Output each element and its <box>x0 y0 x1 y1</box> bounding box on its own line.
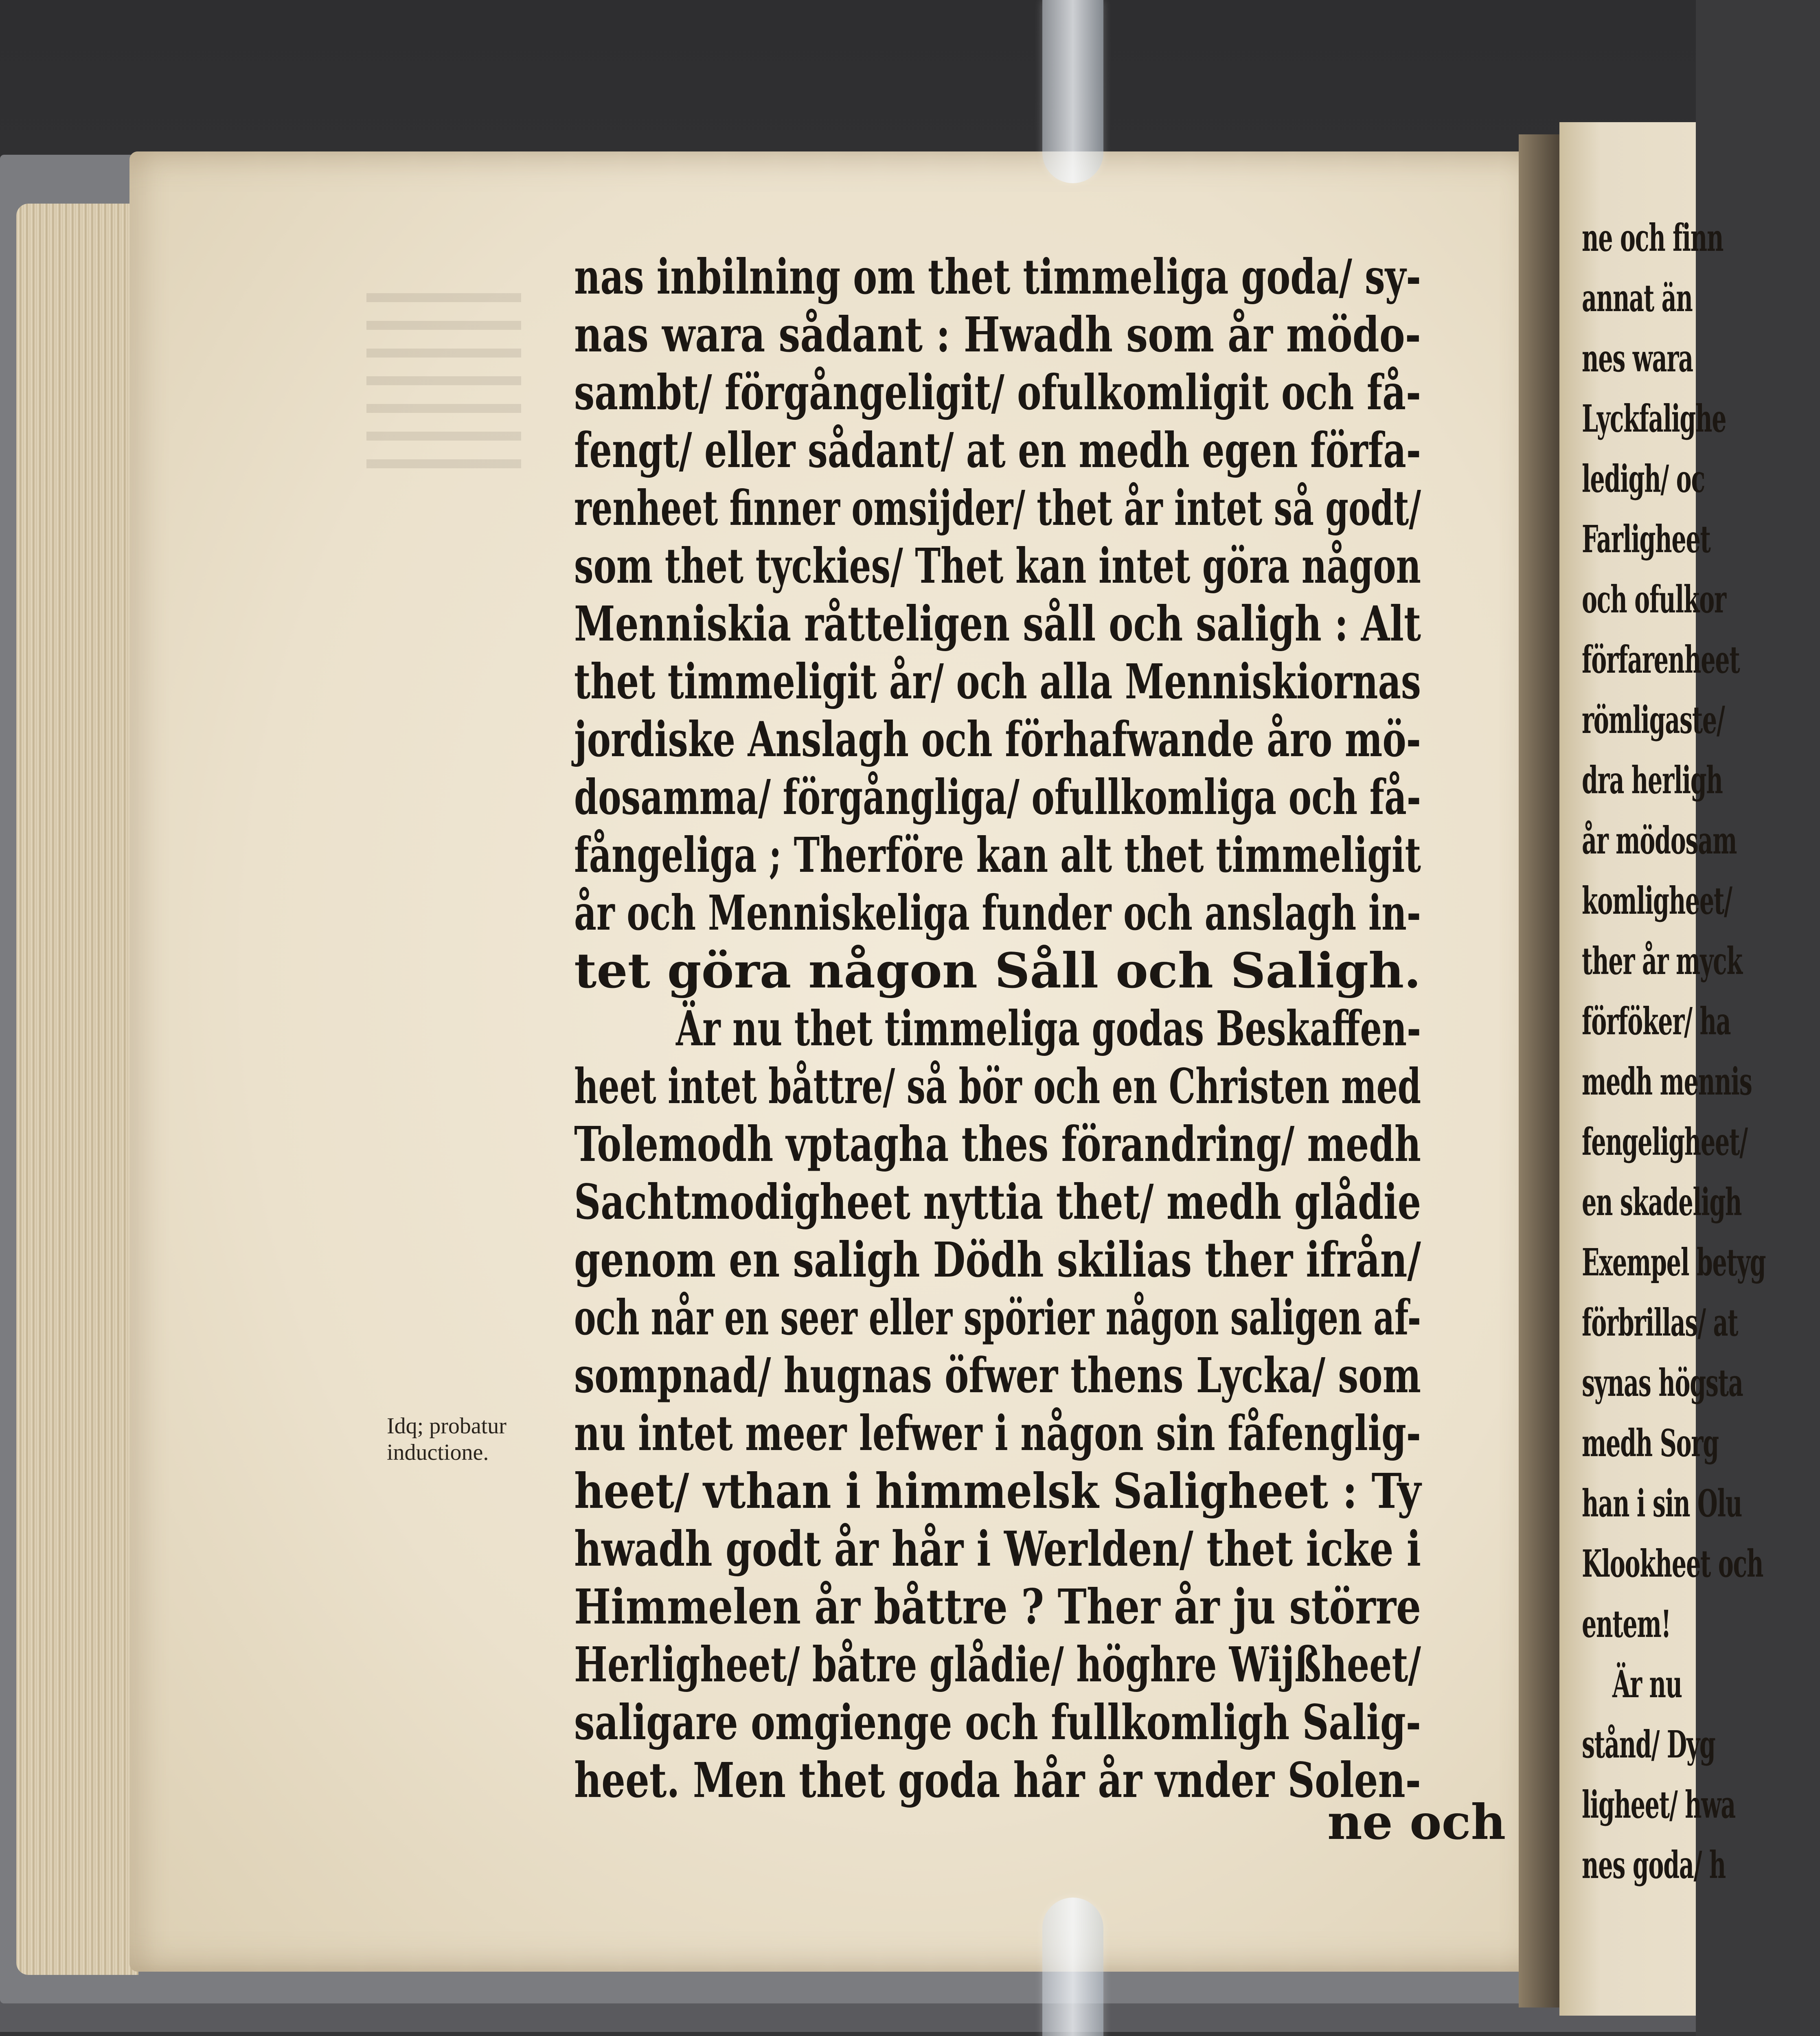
text-line: tet göra någon Såll och Saligh. <box>574 942 1421 999</box>
right-page-line: ne och finn <box>1582 216 1724 260</box>
right-page-line: Är nu <box>1612 1662 1682 1706</box>
text-line: dosamma/ förgångliga/ ofullkomliga och få- <box>574 769 1421 825</box>
text-line: hwadh godt år hår i Werlden/ thet icke i <box>574 1520 1421 1577</box>
page-edges <box>16 204 138 1975</box>
text-line: nas wara sådant : Hwadh som år mödo- <box>574 306 1421 363</box>
text-line: saligare omgienge och fullkomligh Salig- <box>574 1694 1421 1751</box>
text-line: fångeliga ; Therföre kan alt thet timmeligit <box>574 827 1421 883</box>
page-clip-bottom <box>1042 1898 1103 2036</box>
right-page-line: förföker/ ha <box>1582 999 1731 1043</box>
right-page-line: fengeligheet/ <box>1582 1120 1748 1164</box>
right-page-line: medh mennis <box>1582 1060 1752 1104</box>
right-page-line: nes goda/ h <box>1582 1843 1726 1887</box>
text-line: Himmelen år båttre ? Ther år ju större <box>574 1578 1421 1635</box>
text-line: Sachtmodigheet nyttia thet/ medh glådie <box>574 1174 1421 1230</box>
text-line: jordiske Anslagh och förhafwande åro mö- <box>574 711 1421 768</box>
right-page-line: Klookheet och <box>1582 1542 1763 1586</box>
right-page-line: en skadeligh <box>1582 1180 1742 1224</box>
text-line: Tolemodh vptagha thes förandring/ medh <box>574 1116 1421 1172</box>
text-line: heet/ vthan i himmelsk Saligheet : Ty <box>574 1463 1421 1519</box>
right-page-line: medh Sorg <box>1582 1421 1719 1465</box>
right-page-line: och ofulkor <box>1582 577 1726 621</box>
text-line: nas inbilning om thet timmeliga goda/ sy- <box>574 248 1421 305</box>
right-page-line: förbrillas/ at <box>1582 1301 1738 1345</box>
text-line: nu intet meer lefwer i någon sin fåfenglig- <box>574 1405 1421 1461</box>
text-line: Menniskia råtteligen såll och saligh : Alt <box>574 595 1421 652</box>
text-line: som thet tyckies/ Thet kan intet göra någon <box>574 538 1421 594</box>
right-page-line: han i sin Olu <box>1582 1481 1742 1525</box>
right-page-line: Lyckfalighe <box>1582 397 1726 441</box>
right-page-line: entem! <box>1582 1602 1671 1646</box>
right-page-line: nes wara <box>1582 336 1693 380</box>
right-page-line: komligheet/ <box>1582 879 1732 923</box>
text-line: Herligheet/ båtre glådie/ höghre Wijßheet/ <box>574 1636 1421 1693</box>
page-clip-top <box>1042 0 1103 183</box>
text-line: heet. Men thet goda hår år vnder Solen- <box>574 1752 1421 1808</box>
right-page-line: förfarenheet <box>1582 638 1740 682</box>
right-page-line: ligheet/ hwa <box>1582 1783 1735 1827</box>
right-page <box>1559 122 1766 2016</box>
right-page-line: år mödosam <box>1582 818 1737 862</box>
text-line: fengt/ eller sådant/ at en medh egen förfa- <box>574 422 1421 478</box>
margin-note-line-1: Idq; probatur <box>387 1413 507 1439</box>
right-page-line: ther år myck <box>1582 939 1742 983</box>
text-line: heet intet båttre/ så bör och en Christen med <box>574 1058 1421 1115</box>
right-page-line: stånd/ Dyg <box>1582 1722 1715 1766</box>
text-line: sambt/ förgångeligit/ ofulkomligit och få- <box>574 364 1421 421</box>
text-line: thet timmeligit år/ och alla Menniskiornas <box>574 653 1421 710</box>
right-page-line: Farligheet <box>1582 517 1710 561</box>
right-page-line: ledigh/ oc <box>1582 457 1705 501</box>
text-line: renheet finner omsijder/ thet år intet så godt/ <box>574 480 1421 536</box>
right-page-line: annat än <box>1582 276 1693 320</box>
text-line: och når en seer eller spörier någon saligen af- <box>574 1289 1421 1346</box>
right-page-line: dra herligh <box>1582 758 1723 802</box>
text-line: sompnad/ hugnas öfwer thens Lycka/ som <box>574 1347 1421 1404</box>
right-page-line: römligaste/ <box>1582 698 1725 742</box>
text-line: år och Menniskeliga funder och anslagh in- <box>574 884 1421 941</box>
right-page-line: Exempel betyg <box>1582 1240 1766 1284</box>
catchword: ne och <box>1327 1794 1506 1850</box>
text-line: genom en saligh Dödh skilias ther ifrån/ <box>574 1231 1421 1288</box>
text-line: Är nu thet timmeliga godas Beskaffen- <box>676 1000 1421 1057</box>
right-page-line: synas högsta <box>1582 1361 1743 1405</box>
margin-note-line-2: inductione. <box>387 1440 489 1465</box>
show-through-text <box>366 293 521 480</box>
